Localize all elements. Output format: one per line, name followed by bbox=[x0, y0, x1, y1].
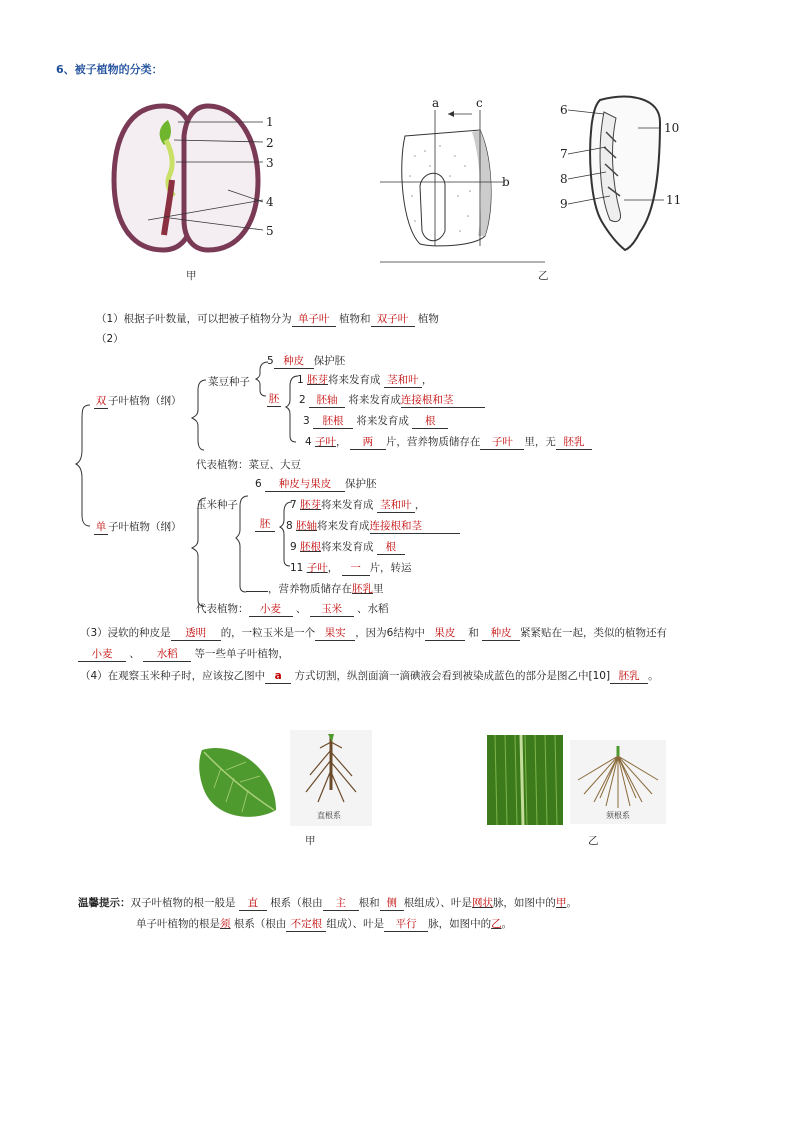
classification-brackets bbox=[70, 350, 270, 620]
figure2-caption-right: 乙 bbox=[588, 835, 599, 847]
dicot-line-3: 3 胚根 将来发育成 根 bbox=[303, 413, 448, 429]
q2-label: （2） bbox=[96, 333, 124, 345]
monocot-representatives: 代表植物： 小麦 、 玉米 、水稻 bbox=[196, 603, 389, 615]
dicot-line-1: 1 胚芽将来发育成 茎和叶 ， bbox=[297, 374, 433, 386]
dicot-class-answer: 双 bbox=[95, 395, 107, 407]
corn2-label-9: 9 bbox=[560, 197, 568, 211]
corn2-label-11: 11 bbox=[666, 193, 682, 207]
dicot-embryo: 胚 bbox=[268, 393, 280, 405]
corn2-label-10: 10 bbox=[664, 121, 680, 135]
bean-label-4: 4 bbox=[266, 195, 274, 209]
parallel-vein-leaf-image bbox=[487, 735, 563, 825]
bean-label-3: 3 bbox=[266, 156, 274, 170]
monocot-line-7: 7 胚芽将来发育成 茎和叶 ， bbox=[290, 499, 426, 511]
monocot-embryo: 胚 bbox=[255, 518, 275, 532]
monocot-endosperm: ，营养物质储存在胚乳里 bbox=[246, 581, 384, 596]
corn-label-a: a bbox=[432, 96, 440, 110]
bean-label-5: 5 bbox=[266, 224, 274, 238]
monocot-line-8: 8 胚轴将来发育成连接根和茎 bbox=[286, 518, 460, 534]
bean-label-2: 2 bbox=[266, 136, 274, 150]
dicot-class: 双 子叶植物（纲） bbox=[95, 395, 182, 407]
corn2-label-6: 6 bbox=[560, 103, 568, 117]
figure1-caption-right: 乙 bbox=[538, 270, 549, 282]
figure2-caption-left: 甲 bbox=[305, 835, 316, 847]
corn-seed-diagram bbox=[380, 96, 550, 266]
dicot-line-2: 2 胚轴 将来发育成连接根和茎 bbox=[299, 392, 485, 408]
fibrous-root-image bbox=[570, 740, 666, 824]
corn2-label-8: 8 bbox=[560, 172, 568, 186]
dicot-representatives: 代表植物：菜豆、大豆 bbox=[196, 459, 301, 471]
dicot-line-5: 5 种皮 保护胚 bbox=[267, 355, 346, 367]
dicot-line-4: 4 子叶， 两 片，营养物质储存在 子叶 里，无 胚乳 bbox=[305, 434, 592, 450]
tip-label: 温馨提示： bbox=[78, 897, 131, 909]
monocot-line-6: 6 种皮与果皮 保护胚 bbox=[255, 478, 377, 490]
bean-seed-diagram bbox=[108, 100, 283, 260]
tip-line-1: 温馨提示：双子叶植物的根一般是 直 根系（根由 主 根和 侧 根组成）、叶是网状脉，如图中的甲。 bbox=[78, 897, 577, 909]
q3-line-1: （3）浸软的种皮是 透明 的，一粒玉米是一个 果实 ，因为6结构中 果皮 和 种皮 紧紧贴在一起，类似的植物还有 bbox=[80, 627, 668, 639]
taproot-image bbox=[290, 730, 372, 826]
monocot-line-11: 11 子叶， 一 片，转运 bbox=[290, 562, 412, 574]
corn-label-b: b bbox=[502, 175, 510, 189]
net-vein-leaf-image bbox=[196, 740, 280, 824]
corn-section-diagram bbox=[560, 92, 700, 262]
monocot-seed: 玉米种子 bbox=[196, 499, 238, 511]
q1: （1）根据子叶数量，可以把被子植物分为 单子叶 植物和 双子叶 植物 bbox=[96, 313, 439, 325]
figure1-caption-left: 甲 bbox=[186, 270, 197, 282]
corn2-label-7: 7 bbox=[560, 147, 568, 161]
bean-label-1: 1 bbox=[266, 115, 274, 129]
tip-line-2: 单子叶植物的根是须 根系（根由 不定根 组成）、叶是 平行 脉，如图中的乙。 bbox=[136, 918, 513, 930]
q1-answer-2: 双子叶 bbox=[371, 313, 415, 327]
monocot-class: 单 子叶植物（纲） bbox=[95, 521, 182, 533]
section-title: 6、被子植物的分类： bbox=[56, 63, 163, 76]
monocot-class-answer: 单 bbox=[95, 521, 107, 533]
q1-answer-1: 单子叶 bbox=[292, 313, 336, 327]
dicot-seed: 菜豆种子 bbox=[208, 376, 250, 388]
monocot-line-9: 9 胚根将来发育成 根 bbox=[290, 539, 405, 555]
q4: （4）在观察玉米种子时，应该按乙图中 a 方式切割，纵剖面滴一滴碘液会看到被染成蓝色的部分是图乙中[10] 胚乳 。 bbox=[80, 670, 659, 682]
corn-label-c: c bbox=[476, 96, 483, 110]
q3-line-2: 小麦 、 水稻 等一些单子叶植物， bbox=[78, 646, 289, 662]
fibrous-label: 须根系 bbox=[606, 811, 630, 820]
taproot-label: 直根系 bbox=[317, 811, 341, 820]
